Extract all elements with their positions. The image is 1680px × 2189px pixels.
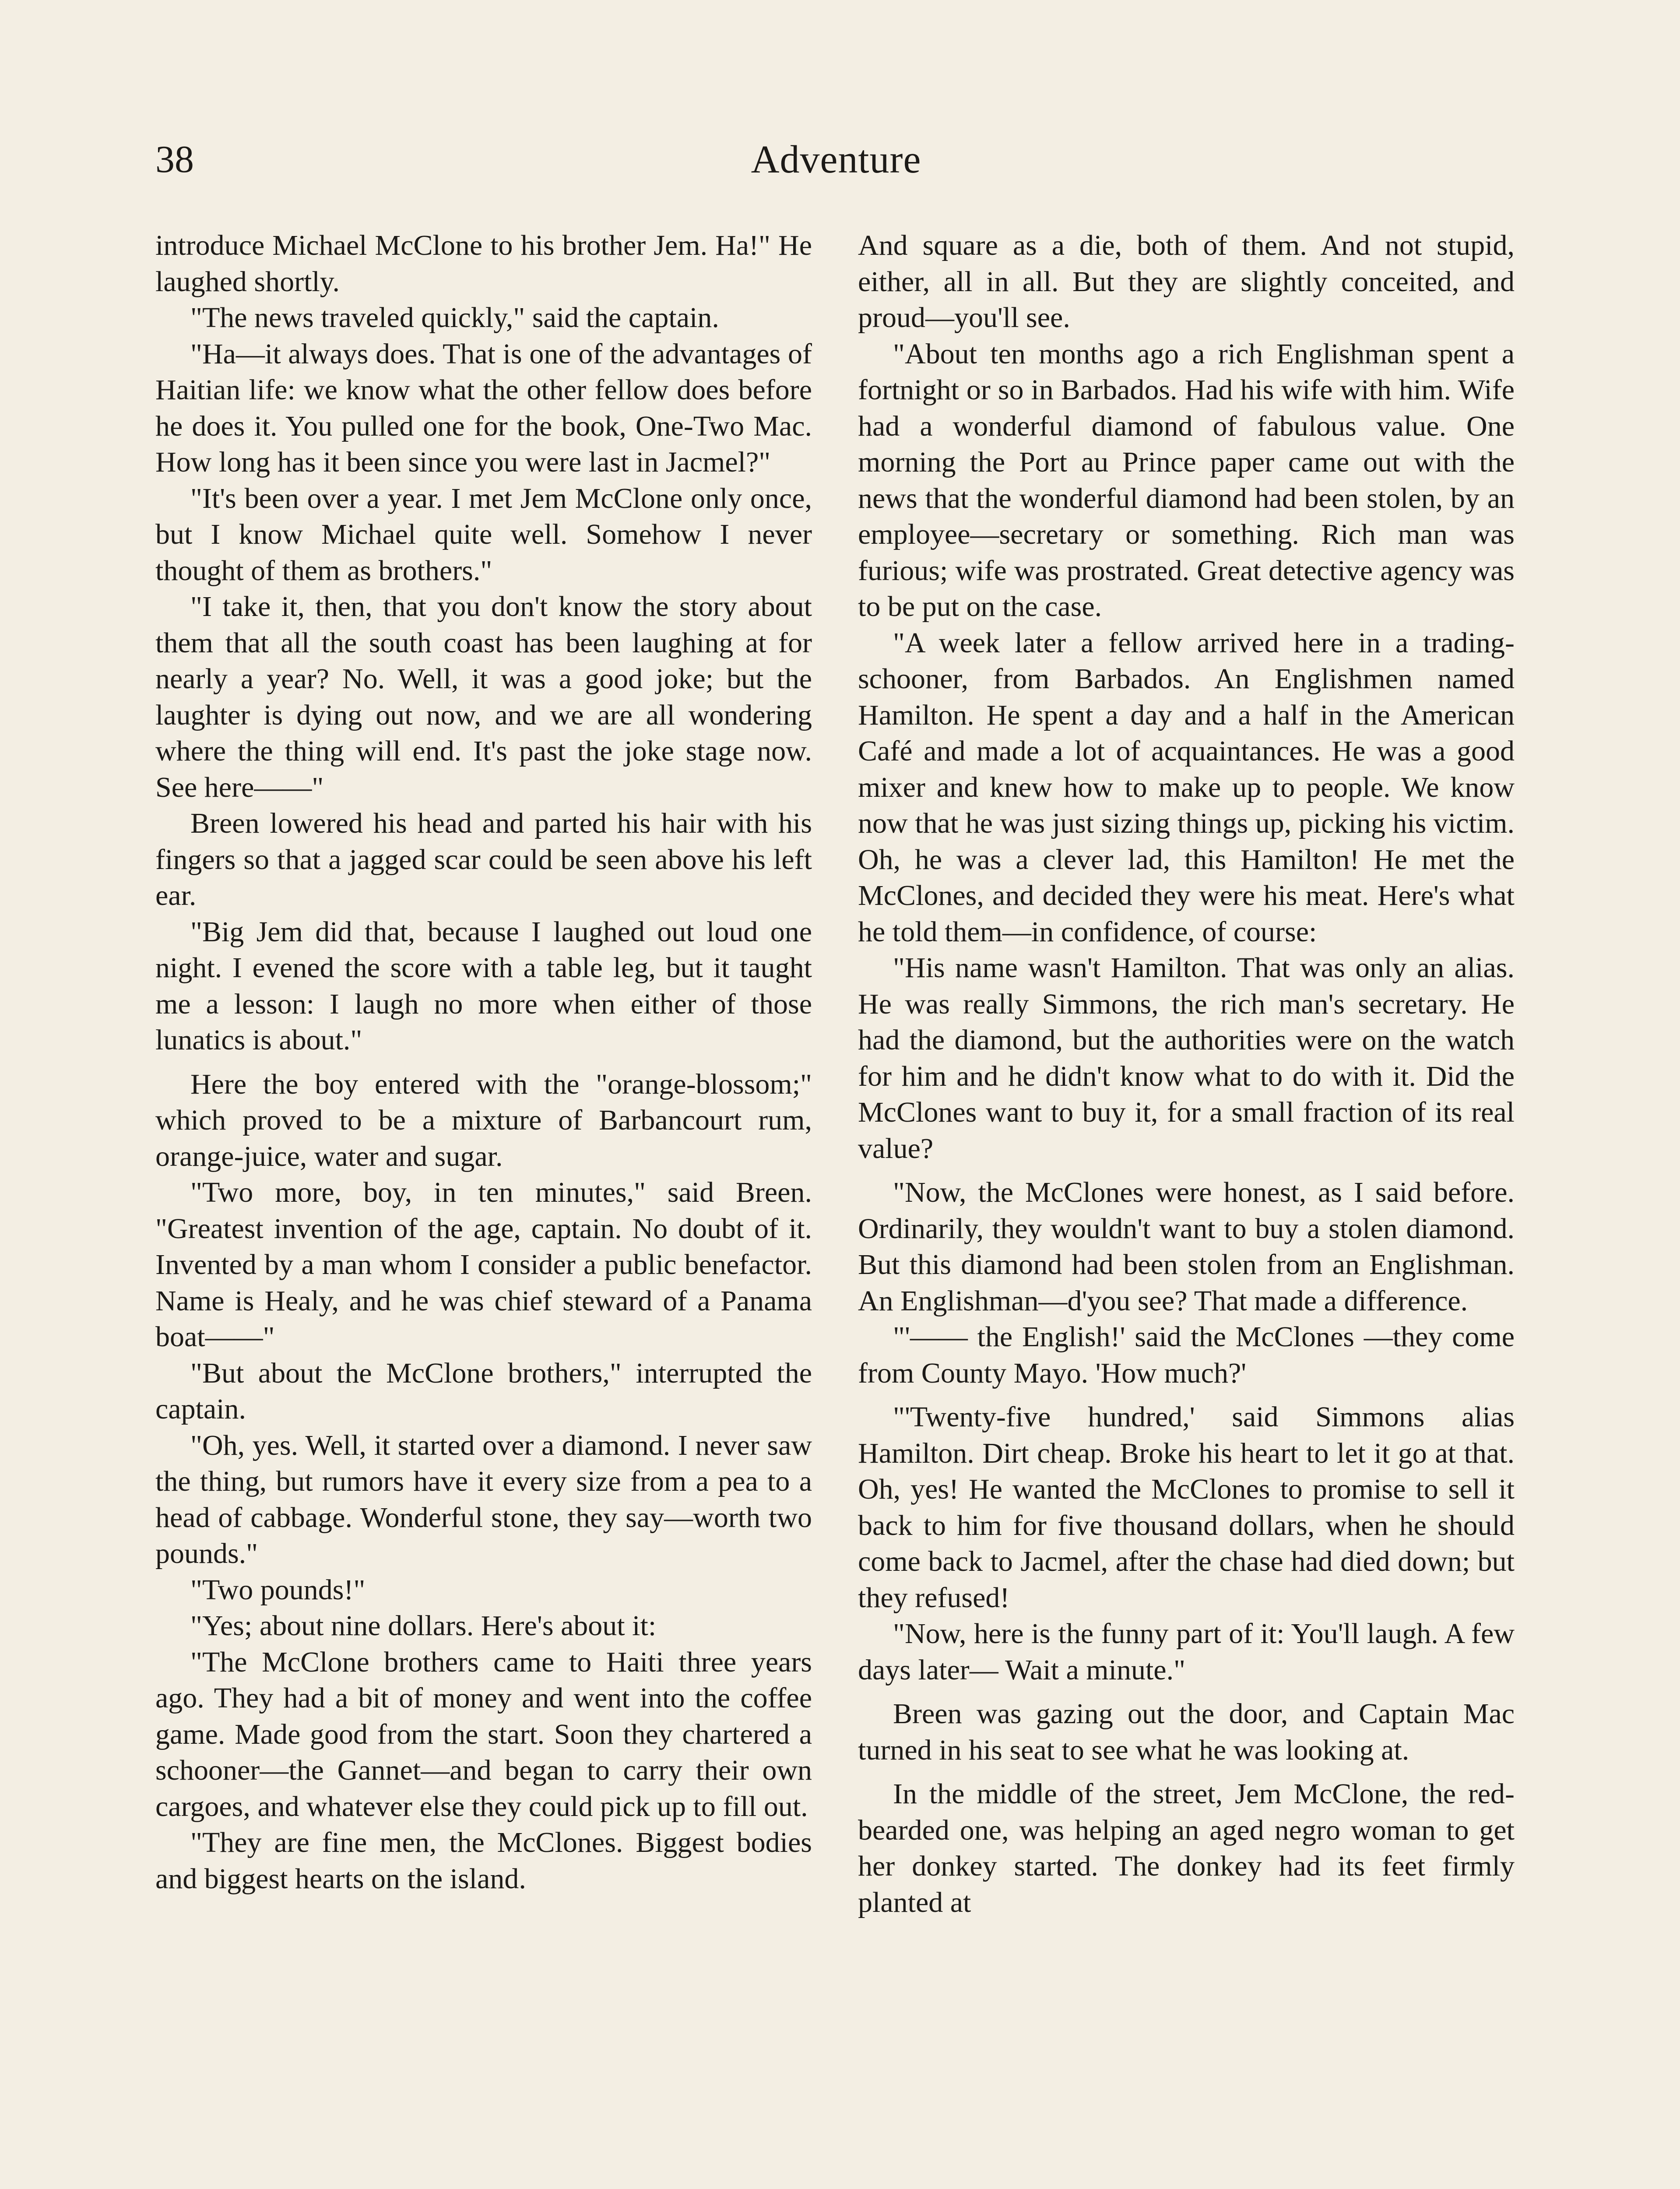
- paragraph: "About ten months ago a rich Englishman spent a fortnight or so in Barbados. Had his wife with him. Wife had a wonderful diamond of fabulous value. One morning the Port au Prince paper came out with the news that the wonderful diamond had been stolen, by an employee—secretary or something. Rich man was furious; wife was prostrated. Great detective agency was to be put on the case.: [858, 338, 1515, 623]
- page-header: [155, 131, 1517, 188]
- paragraph: "The McClone brothers came to Haiti three years ago. They had a bit of money and went into the coffee game. Made good from the start. Soon they chartered a schooner—the Gannet—and began to carry their own cargoes, and whatever else they could pick up to fill out.: [155, 1646, 812, 1823]
- paragraph: "I take it, then, that you don't know the story about them that all the south coast has been laughing at for nearly a year? No. Well, it was a good joke; but the laughter is dying out now, and we are all wondering where the thing will end. It's past the joke stage now. See here——": [155, 591, 812, 803]
- paragraph: "Yes; about nine dollars. Here's about it:: [190, 1610, 657, 1642]
- paragraph: "Big Jem did that, because I laughed out loud one night. I evened the score with a table leg, but it taught me a lesson: I laugh no more when either of those lunatics is about.": [155, 915, 812, 1056]
- paragraph: "They are fine men, the McClones. Biggest bodies and biggest hearts on the island.: [155, 1827, 812, 1895]
- page-number: 38: [155, 138, 194, 181]
- right-text-column: [858, 228, 1515, 2189]
- left-text-column: [155, 228, 812, 2189]
- paragraph: "Two more, boy, in ten minutes," said Breen. "Greatest invention of the age, captain. No doubt of it. Invented by a man whom I consider a public benefactor. Name is Healy, and he was chief steward of a Panama boat——": [155, 1176, 812, 1353]
- paragraph: "It's been over a year. I met Jem McClone only once, but I know Michael quite well. Somehow I never thought of them as brothers.": [155, 482, 812, 587]
- paragraph: Breen lowered his head and parted his hair with his fingers so that a jagged scar could be seen above his left ear.: [155, 807, 812, 911]
- paragraph: "Oh, yes. Well, it started over a diamond. I never saw the thing, but rumors have it every size from a pea to a head of cabbage. Wonderful stone, they say—worth two pounds.": [155, 1429, 812, 1570]
- paragraph: "But about the McClone brothers," interrupted the captain.: [155, 1357, 812, 1425]
- paragraph: "His name wasn't Hamilton. That was only an alias. He was really Simmons, the rich man's secretary. He had the diamond, but the authorities were on the watch for him and he didn't know what to do with it. Did the McClones want to buy it, for a small fraction of its real value?: [858, 952, 1515, 1165]
- paragraph: "Ha—it always does. That is one of the advantages of Haitian life: we know what the other fellow does before he does it. You pulled one for the book, One-Two Mac. How long has it been since you were last in Jacmel?": [155, 338, 812, 478]
- paragraph: "A week later a fellow arrived here in a trading-schooner, from Barbados. An Englishmen named Hamilton. He spent a day and a half in the American Café and made a lot of acquaintances. He was a good mixer and knew how to make up to people. We know now that he was just sizing things up, picking his victim. Oh, he was a clever lad, this Hamilton! He met the McClones, and decided they were his meat. Here's what he told them—in confidence, of course:: [858, 626, 1515, 948]
- paragraph: Here the boy entered with the "orange-blossom;" which proved to be a mixture of Barbancourt rum, orange-juice, water and sugar.: [155, 1068, 812, 1172]
- paragraph: "Now, here is the funny part of it: You'll laugh. A few days later— Wait a minute.": [858, 1618, 1515, 1686]
- paragraph: Breen was gazing out the door, and Captain Mac turned in his seat to see what he was looking at.: [858, 1698, 1515, 1766]
- paragraph: "The news traveled quickly," said the captain.: [190, 302, 719, 334]
- paragraph: "'Twenty-five hundred,' said Simmons alias Hamilton. Dirt cheap. Broke his heart to let it go at that. Oh, yes! He wanted the McClones to promise to sell it back to him for five thousand dollars, when he should come back to Jacmel, after the chase had died down; but they refused!: [858, 1401, 1515, 1614]
- magazine-title: Adventure: [751, 138, 921, 181]
- paragraph: "'—— the English!' said the McClones —they come from County Mayo. 'How much?': [858, 1321, 1515, 1389]
- paragraph: introduce Michael McClone to his brother Jem. Ha!" He laughed shortly.: [155, 229, 812, 298]
- paragraph: And square as a die, both of them. And not stupid, either, all in all. But they are slightly conceited, and proud—you'll see.: [858, 229, 1515, 334]
- paragraph: In the middle of the street, Jem McClone, the red-bearded one, was helping an aged negro woman to get her donkey started. The donkey had its feet firmly planted at: [858, 1778, 1515, 1918]
- paragraph: "Two pounds!": [190, 1573, 366, 1606]
- paragraph: "Now, the McClones were honest, as I said before. Ordinarily, they wouldn't want to buy a stolen diamond. But this diamond had been stolen from an Englishman. An Englishman—d'you see? That made a difference.: [858, 1176, 1515, 1317]
